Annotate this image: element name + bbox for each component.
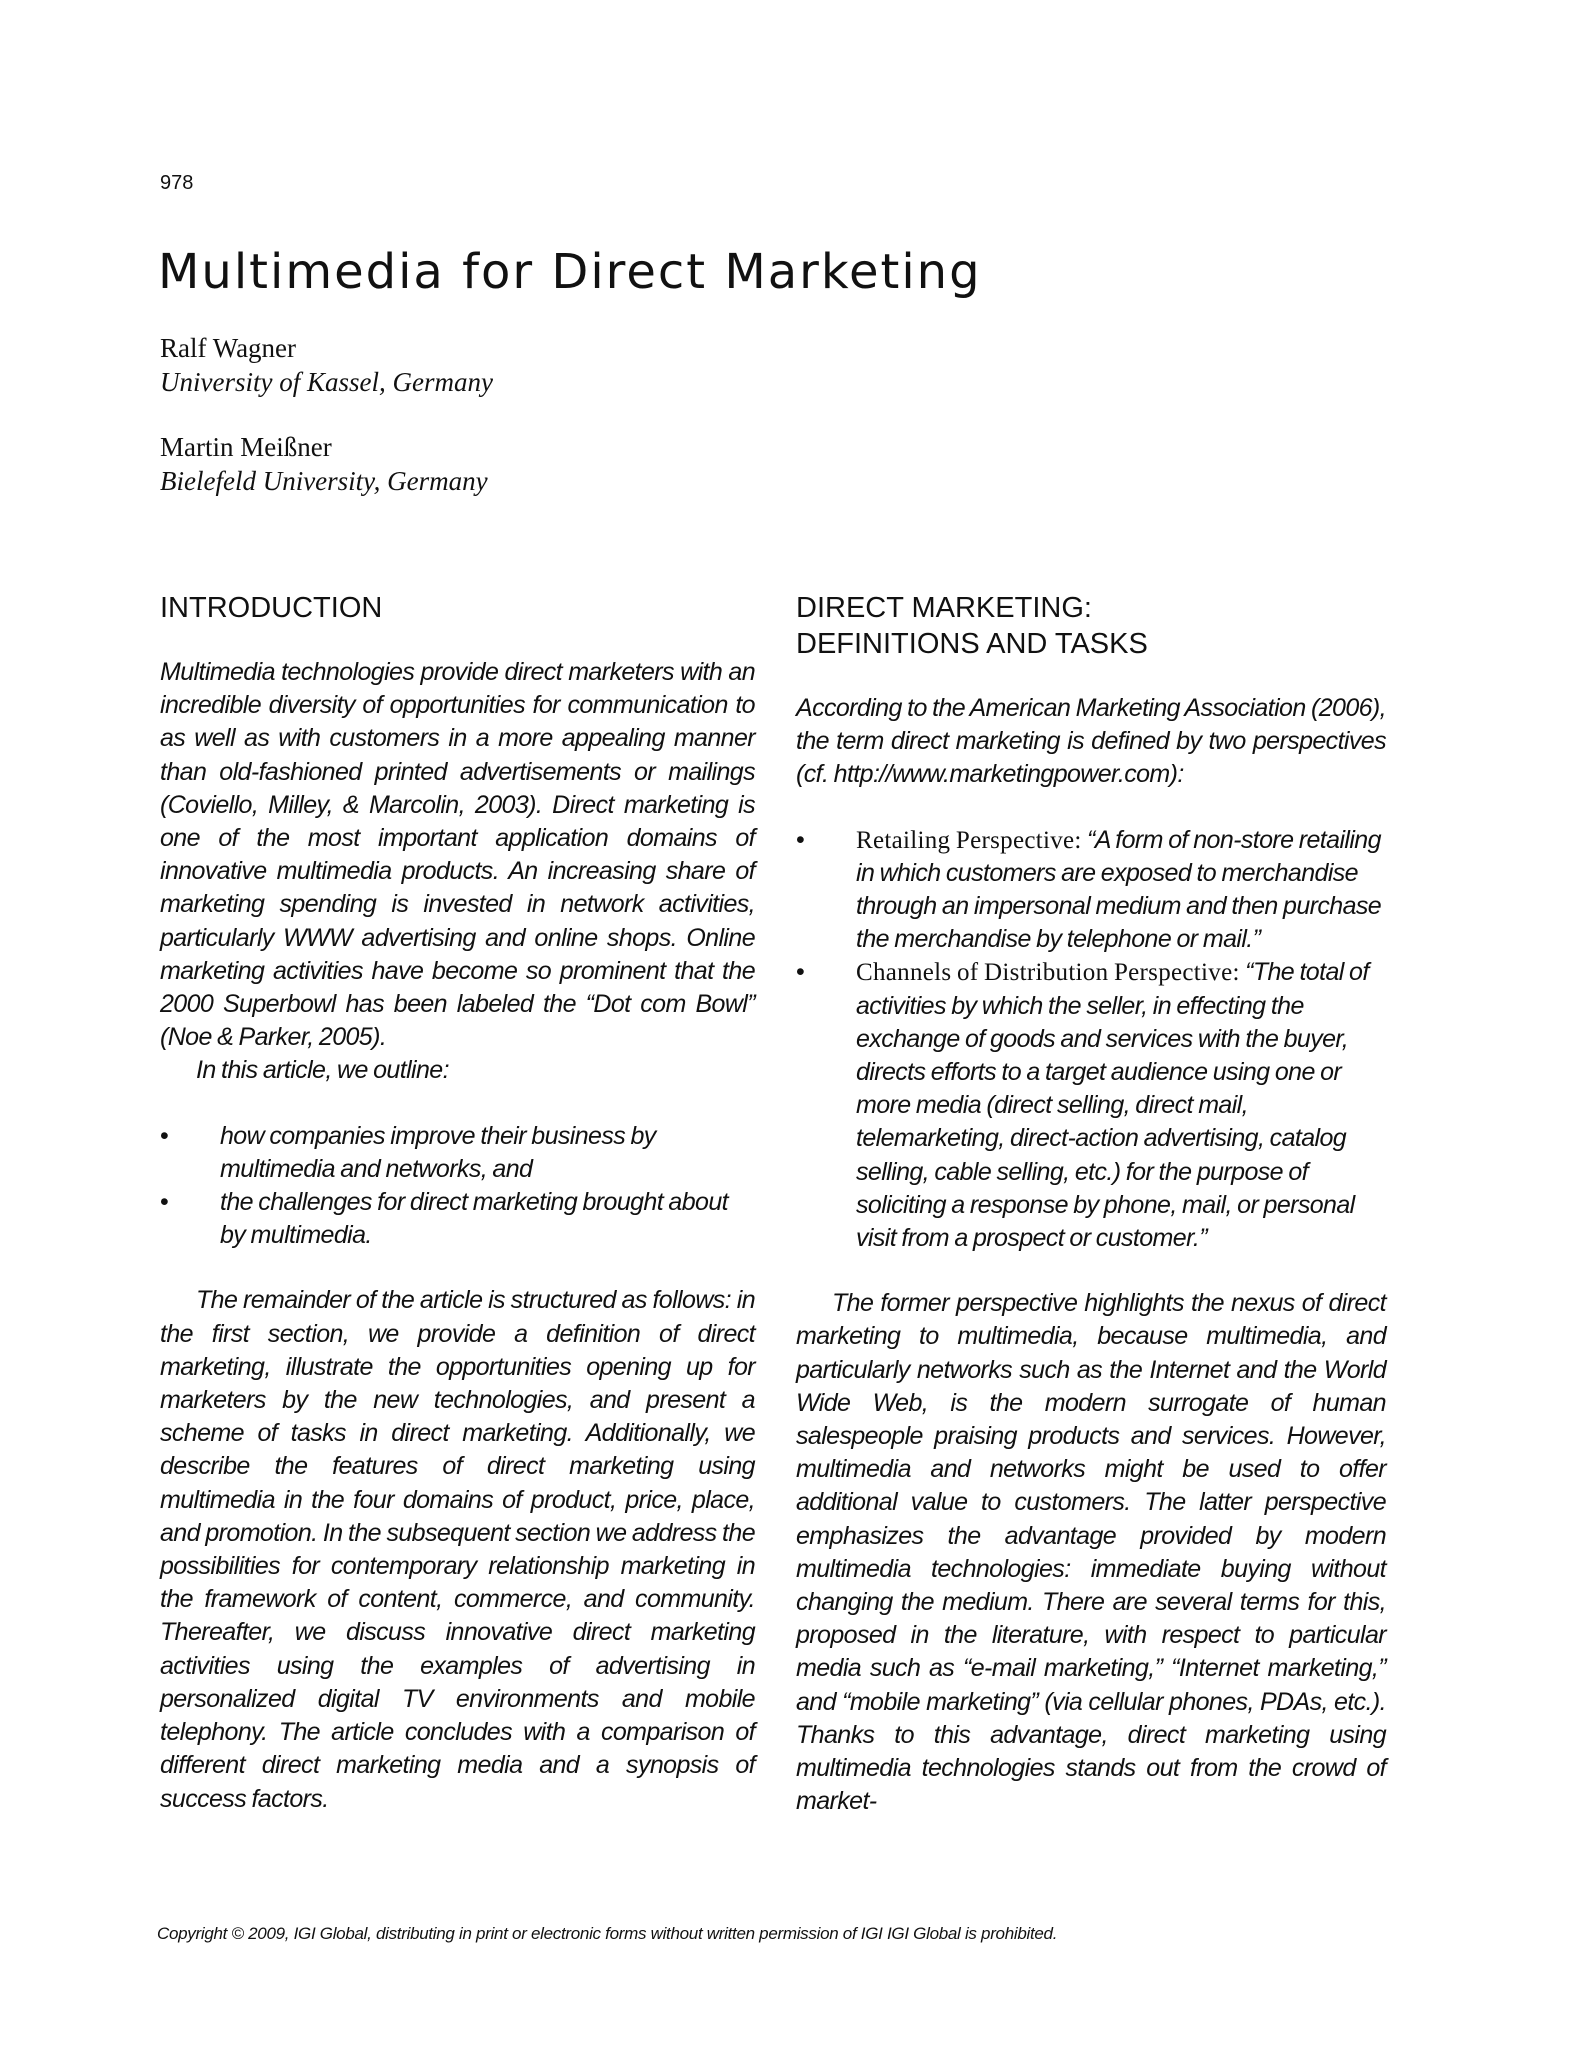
bullet-icon: • <box>796 825 805 854</box>
introduction-column <box>160 590 755 1816</box>
author-affiliation: Bielefeld University, Germany <box>160 466 488 496</box>
definitions-heading-line-1: DIRECT MARKETING: <box>796 592 1092 624</box>
perspective-definition: “A form of non-store retailing in which customers are exposed to merchandise through an impersonal medium and then purchase the merchandise by telephone or mail.” <box>856 825 1382 954</box>
introduction-paragraph-2: The remainder of the article is structured as follows: in the first section, we provide a definition of direct marketing, illustrate the opportunities opening up for marketers by the new technologies, and present a scheme of tasks in direct marketing. Additionally, we describe the features of direct marketing using multimedia in the four domains of product, price, place, and promotion. In the subsequent section we address the possibilities for contemporary relationship marketing in the framework of content, commerce, and community. Thereafter, we discuss innovative direct marketing activities using the examples of advertising in personalized digital TV environments and mobile telephony. The article concludes with a comparison of different direct marketing media and a synopsis of success factors. <box>160 1286 755 1813</box>
list-item <box>160 1120 755 1186</box>
outline-intro: In this article, we outline: <box>196 1056 449 1085</box>
bullet-icon: • <box>160 1121 169 1150</box>
definitions-column <box>796 590 1386 1819</box>
perspectives-list <box>796 824 1386 1256</box>
perspective-definition: “The total of activities by which the seller, in effecting the exchange of goods and services with the buyer, directs efforts to a target audience using one or more media (direct selling, direct mail, telemarketing, direct-action advertising, catalog selling, cable selling, etc.) for the purpose of soliciting a response by phone, mail, or personal visit from a prospect or customer.” <box>856 958 1369 1253</box>
perspective-term: Channels of Distribution Perspective: <box>856 959 1240 987</box>
definitions-paragraph-2: The former perspective highlights the nexus of direct marketing to multimedia, because multimedia, and particularly networks such as the Internet and the World Wide Web, is the modern surrogate of human salespeople praising products and services. However, multimedia and networks might be used to offer additional value to customers. The latter perspective emphasizes the advantage provided by modern multimedia technologies: immediate buying without changing the medium. There are several terms for this, proposed in the literature, with respect to particular media such as “e-mail marketing,” “Internet marketing,” and “mobile marketing” (via cellular phones, PDAs, etc.). Thanks to this advantage, direct marketing using multimedia technologies stands out from the crowd of market- <box>796 1289 1386 1816</box>
author-name: Ralf Wagner <box>160 333 297 363</box>
author-affiliation: University of Kassel, Germany <box>160 367 493 397</box>
list-item-text: how companies improve their business by multimedia and networks, and <box>220 1121 656 1183</box>
author-name: Martin Meißner <box>160 432 332 462</box>
introduction-paragraph-1: Multimedia technologies provide direct marketers with an incredible diversity of opportunities for communication to as well as with customers in a more appealing manner than old-fashioned printed advertisements or mailings (Coviello, Milley, & Marcolin, 2003). Direct marketing is one of the most important application domains of innovative multimedia products. An increasing share of marketing spending is invested in network activities, particularly WWW advertising and online shops. Online marketing activities have become so prominent that the 2000 Superbowl has been labeled the “Dot com Bowl” (Noe & Parker, 2005). <box>160 658 755 1052</box>
bullet-icon: • <box>796 958 805 987</box>
author-block-2 <box>160 430 488 498</box>
bullet-icon: • <box>160 1188 169 1217</box>
copyright-notice: Copyright © 2009, IGI Global, distributing in print or electronic forms without written permission of IGI IGI Global is prohibited. <box>157 1924 1058 1943</box>
list-item <box>796 824 1386 957</box>
introduction-heading: INTRODUCTION <box>160 592 383 624</box>
page-number: 978 <box>160 172 194 194</box>
perspective-term: Retailing Perspective: <box>856 826 1082 854</box>
author-block-1 <box>160 331 493 399</box>
article-title: Multimedia for Direct Marketing <box>158 244 982 300</box>
definitions-paragraph-1: According to the American Marketing Association (2006), the term direct marketing is defined by two perspectives (cf. http://www.marketingpower.com): <box>796 694 1387 789</box>
list-item <box>796 956 1386 1255</box>
definitions-heading-line-2: DEFINITIONS AND TASKS <box>796 628 1148 660</box>
list-item-text: the challenges for direct marketing brought about by multimedia. <box>220 1188 728 1250</box>
list-item <box>160 1186 755 1252</box>
outline-list <box>160 1120 755 1253</box>
